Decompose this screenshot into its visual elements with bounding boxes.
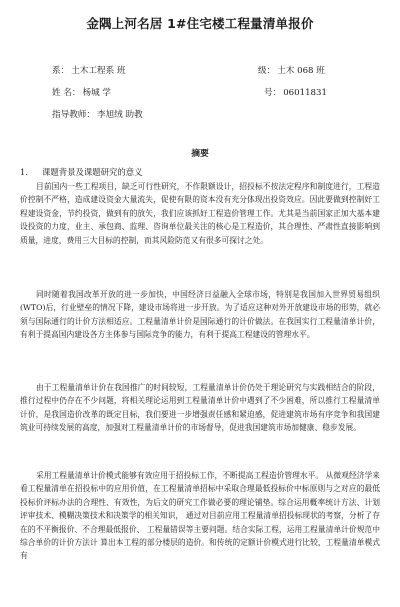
document-title: 金隅上河名居 1#住宅楼工程量清单报价: [86, 16, 314, 31]
name-row: [52, 86, 111, 98]
body-paragraph-3: 由于工程量清单计价在我国推广的时间较短，工程量清单计价仍处于理论研究与实践相结合的阶段，推行过程中仍存在不少问题，将相关理论运用到工程量清单计价中遇到了不少困难，所以推行工程量清单计价，是我国造价改革的既定目标，我们要进一步增强责任感和紧迫感，促进建筑市场有序竞争和我国建筑业可持续发展的高度，加强对工程量清单计价的市场督导，促进我国建筑市场加健康、稳步发展。: [20, 383, 380, 433]
advisor-value: 李旭绒 助教: [96, 110, 143, 120]
section-heading: [20, 166, 143, 178]
body-paragraph-4: 采用工程量清单计价模式能够有效应用于招投标工作，不断提高工程造价管理水平。 从微观经济学来看工程量清单在招投标中的应用价值，在工程量清单招标中采取合理最低投标价中标原则与之对应的最低投标价评标办法的合理性、有效性，为后文的研究工作做必要的理论铺垫。综合运用概率统计方法、计划评审技术、模糊决策技术和决策学的相关知识， 通过对目前应用工程量清单招投标现状的考察，分析了存在的不平衡报价、不合理最低报价、 工程量错误等主要问题。结合实际工程，运用工程量清单计价规范中综合单价的计价方法计 算出本工程的部分楼层的造价。和传统的定额计价模式进行比较，工程量清单模式有: [20, 471, 380, 561]
advisor-row: [52, 108, 143, 120]
name-value: 杨城 学: [82, 88, 112, 98]
department-value: 土木工程系 班: [71, 66, 126, 76]
id-row: [264, 86, 327, 98]
body-paragraph-2: 同时随着我国改革开放的进一步加快，中国经济日益融入全球市场，特别是我国加入世界贸易组织(WTO)后，行业壁垒的情况下降，建设市场将进一步开放。为了适应这种对外开放建设市场的形势，就必须与国际通行的计价方法相适应。工程量清单计价是国际通行的计价做法。在我国实行工程量清单计价，有利于提高国内建设各方主体参与国际竞争的能力，有利于提高工程建设的管理水平。: [20, 290, 380, 340]
class-row: [258, 64, 325, 76]
department-label: 系：: [52, 66, 70, 76]
id-value: 06011831: [283, 88, 327, 98]
section-title: 课题背景及课题研究的意义: [42, 167, 143, 177]
department-row: [52, 64, 126, 76]
id-label: 号：: [264, 88, 282, 98]
name-label: 姓 名：: [52, 88, 81, 98]
class-value: 土木 068 班: [277, 66, 325, 76]
class-label: 级：: [258, 66, 276, 76]
abstract-heading: 摘要: [191, 149, 209, 159]
advisor-label: 指导教师：: [52, 110, 95, 120]
section-number: 1.: [20, 167, 28, 177]
body-paragraph-1: 目前国内一些工程项目，缺乏可行性研究，不作限额设计，招投标不按法定程序和制度进行，工程造价控制不严格，造成建设资金大量流失，促使有限的资本没有充分体现出投资效应。因此要做到控制好工程建设资金，节约投资，做到有的放矢，我们应该抓好工程造价管理工作。尤其是当前国家正加大基本建设投资的力度，业主、承包商、监理、咨询单位最关注的核心是工程造价，其合理性、严肃性直接影响到质量，进度，费用三大目标的控制，而其风险防范又有很多可探讨之处。: [20, 182, 380, 245]
